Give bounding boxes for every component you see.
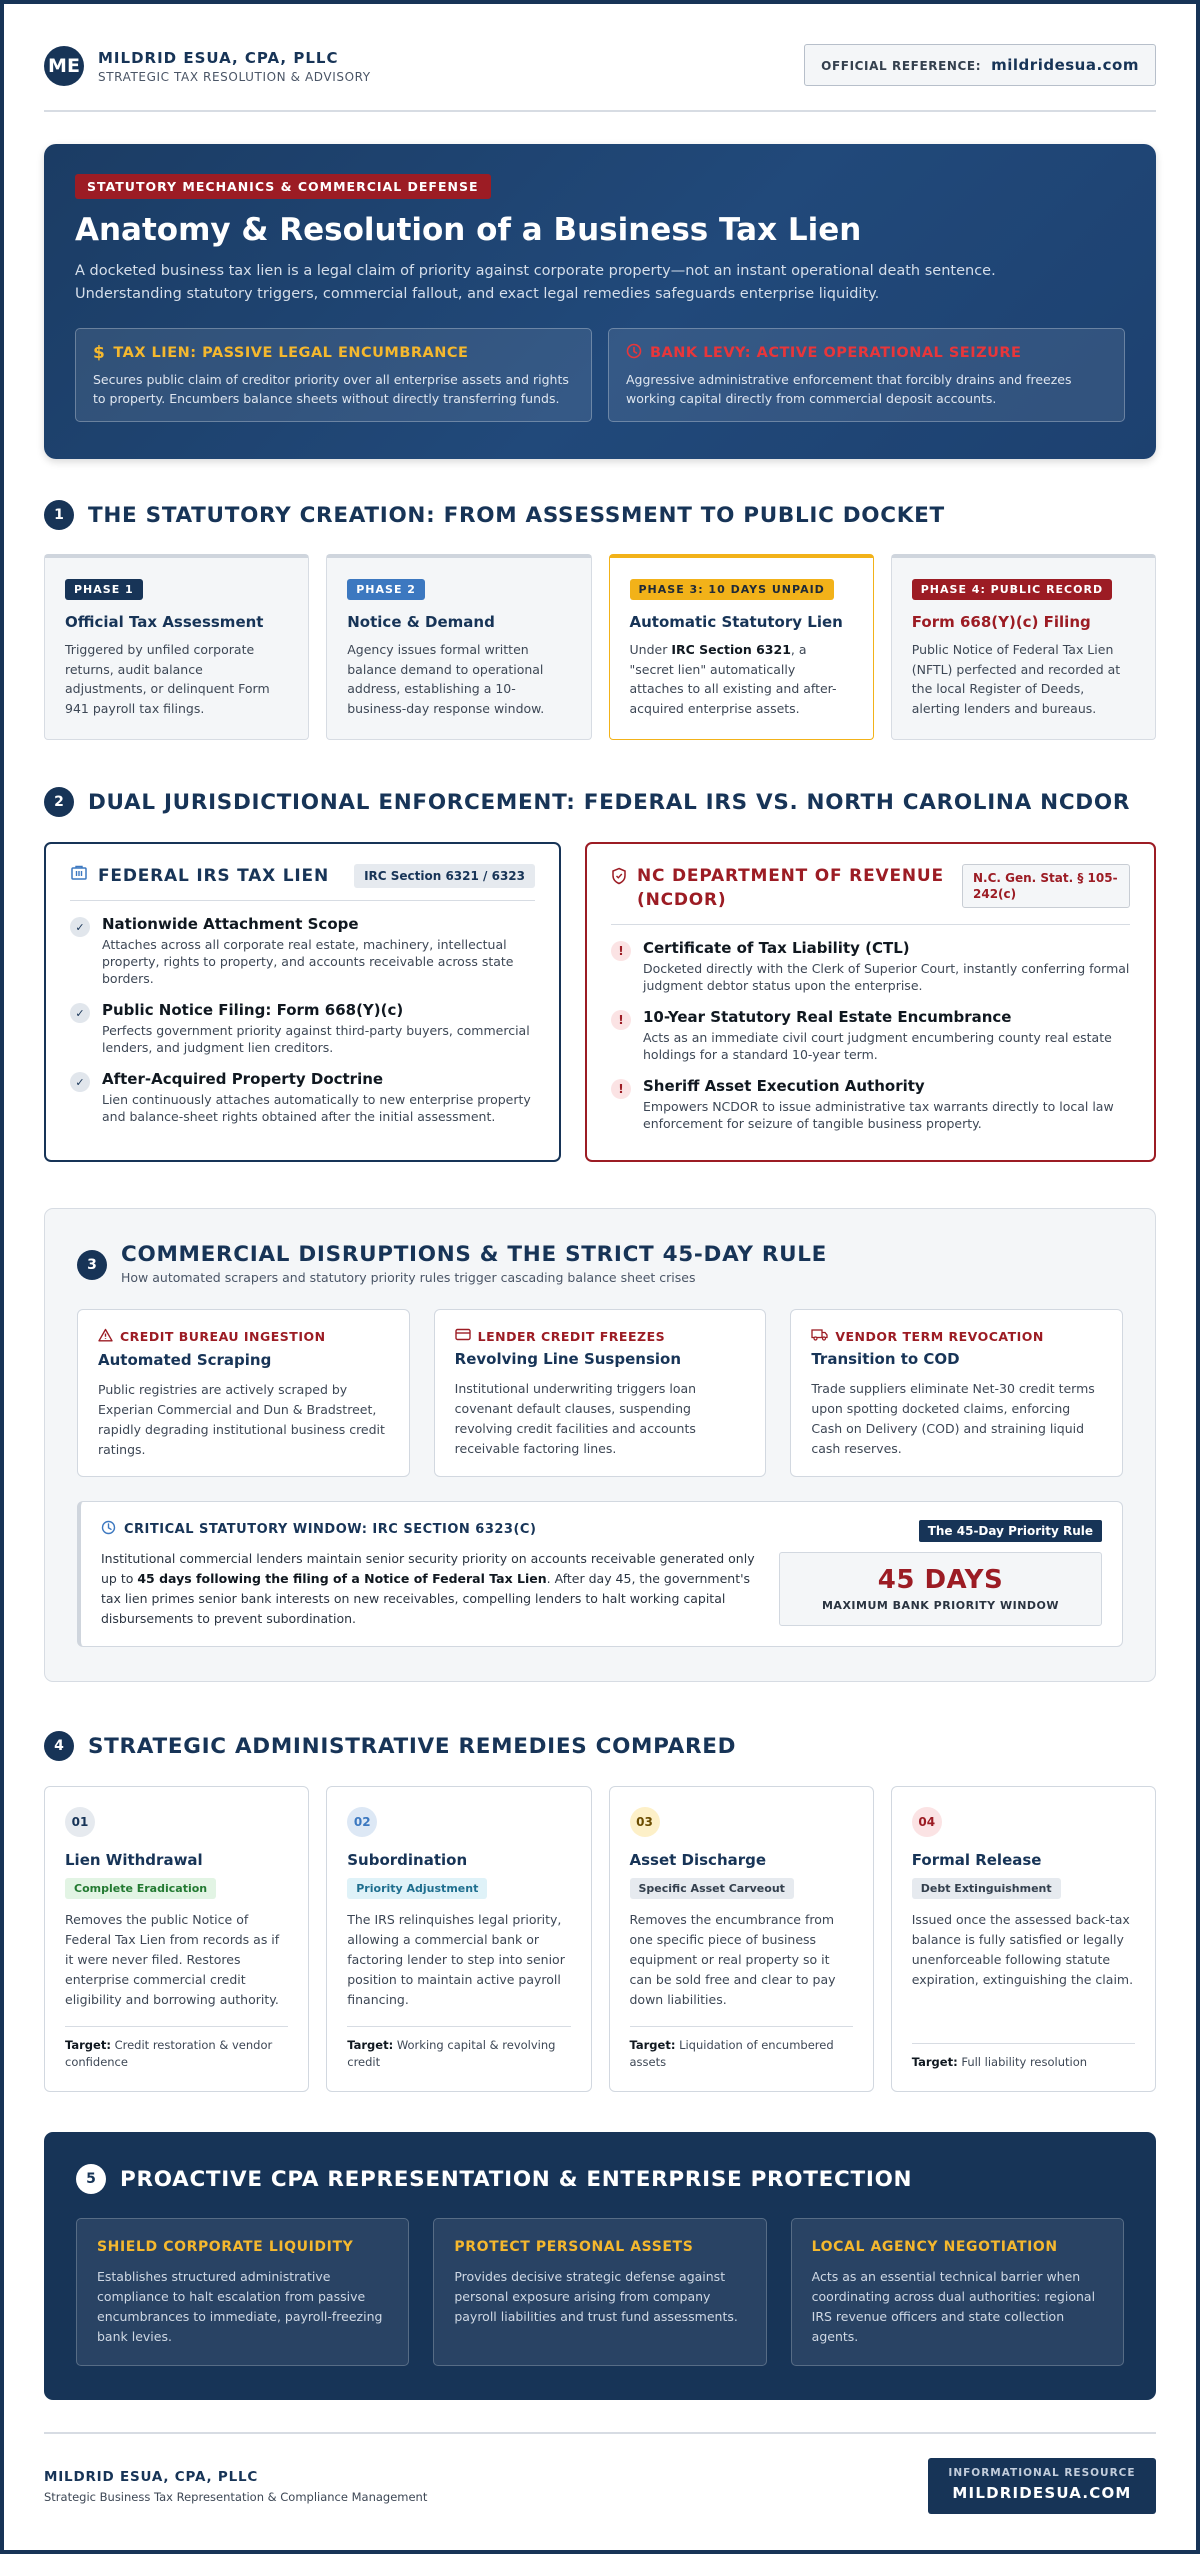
phase-desc: Public Notice of Federal Tax Lien (NFTL) perfected and recorded at the local Register of Deeds, alerting lenders and bureaus. [911,642,1121,716]
remedy-tag: Specific Asset Carveout [630,1878,794,1899]
hero-card-title: TAX LIEN: PASSIVE LEGAL ENCUMBRANCE [113,345,469,361]
alert-icon: ! [611,941,631,961]
remedy-number: 03 [630,1807,660,1837]
nc-ncdor-card [585,842,1156,1162]
irc-6321-highlight: IRC Section 6321 [671,642,791,657]
phase-desc: Agency issues formal written balance demand to operational address, establishing a 10-business-day response window. [347,642,545,716]
section-number: 4 [44,1731,74,1761]
list-item: ✓ Public Notice Filing: Form 668(Y)(c) Perfects government priority against third-party buyers, commercial lenders, and judgment lien creditors. [70,1001,535,1056]
hero-description: A docketed business tax lien is a legal claim of priority against corporate property—not an instant operational death sentence. Understanding statutory triggers, commercial fallout, and exact legal remedies safeguards enterprise liquidity. [75,263,996,302]
footer-box-label: INFORMATIONAL RESOURCE [948,2467,1136,2479]
protection-cards [76,2218,1124,2366]
phase-title: Official Tax Assessment [65,613,264,631]
hero-card-desc: Secures public claim of creditor priority over all enterprise assets and rights to property. Encumbers balance sheets without directly transferring funds. [93,372,569,406]
alert-icon: ! [611,1010,631,1030]
remedy-number: 04 [912,1807,942,1837]
window-title: CRITICAL STATUTORY WINDOW: IRC SECTION 6323(C) [124,1522,537,1537]
phase-card-4 [891,554,1156,740]
hero-cards [75,328,1125,422]
phase-title: Automatic Statutory Lien [629,613,843,631]
phase-tag: PHASE 3: 10 DAYS UNPAID [630,579,834,600]
hero-card-tax-lien [75,328,592,422]
section-title: THE STATUTORY CREATION: FROM ASSESSMENT TO PUBLIC DOCKET [88,502,945,528]
section-3-panel [44,1208,1156,1682]
header [44,44,1156,114]
section-title: PROACTIVE CPA REPRESENTATION & ENTERPRISE PROTECTION [120,2166,913,2192]
window-desc: Institutional commercial lenders maintain senior security priority on accounts receivable generated only up to 45 days following the filing of a Notice of Federal Tax Lien. After day 45, the government's tax lien primes senior bank interests on new receivables, compelling lenders to halt working capital disbursements to prevent subordination. [101,1551,755,1626]
phase-desc: Triggered by unfiled corporate returns, audit balance adjustments, or delinquent Form 941 payroll tax filings. [65,642,270,716]
list-item: ! 10-Year Statutory Real Estate Encumbrance Acts as an immediate civil court judgment encumbering county real estate holdings for a standard 10-year term. [611,1008,1130,1063]
check-icon: ✓ [70,1003,90,1023]
disruption-card: LENDER CREDIT FREEZES Revolving Line Suspension Institutional underwriting triggers loan covenant default clauses, suspending revolving credit facilities and accounts receivable factoring lines. [434,1309,767,1477]
remedy-card: 02 Subordination Priority Adjustment The IRS relinquishes legal priority, allowing a commercial bank or factoring lender to step into senior position to maintain active payroll financing. Target: Working capital & revolving credit [326,1786,591,2092]
section-title: DUAL JURISDICTIONAL ENFORCEMENT: FEDERAL IRS VS. NORTH CAROLINA NCDOR [88,789,1131,815]
remedy-number: 01 [65,1807,95,1837]
protection-card: SHIELD CORPORATE LIQUIDITY Establishes structured administrative compliance to halt escalation from passive encumbrances to immediate, payroll-freezing bank levies. [76,2218,409,2366]
remedy-cards [44,1786,1156,2092]
jurisdiction-cards [44,842,1156,1162]
firm-tagline: STRATEGIC TAX RESOLUTION & ADVISORY [98,69,371,84]
section-2-heading [44,787,1156,817]
protection-card: PROTECT PERSONAL ASSETS Provides decisive strategic defense against personal exposure arising from company payroll liabilities and trust fund assessments. [433,2218,766,2366]
phase-card-2 [326,554,591,740]
building-icon [70,864,88,887]
phase-desc: Under IRC Section 6321, a "secret lien" automatically attaches to all existing and after-acquired enterprise assets. [629,642,837,716]
footer-firm-name: MILDRID ESUA, CPA, PLLC [44,2468,259,2485]
protection-card: LOCAL AGENCY NEGOTIATION Acts as an essential technical barrier when coordinating across dual authorities: regional IRS revenue officers and state collection agents. [791,2218,1124,2366]
shield-icon [611,867,627,892]
remedy-card: 03 Asset Discharge Specific Asset Carveout Removes the encumbrance from one specific piece of business equipment or real property so it can be sold free and clear to pay down liabilities. Target: Liquidation of encumbered assets [609,1786,874,2092]
reference-label: OFFICIAL REFERENCE: [821,59,982,73]
phase-title: Notice & Demand [347,613,495,631]
clock-icon [101,1520,116,1539]
footer-divider [44,2432,1156,2434]
hero-card-desc: Aggressive administrative enforcement that forcibly drains and freezes working capital directly from commercial deposit accounts. [626,372,1072,406]
list-item: ✓ Nationwide Attachment Scope Attaches across all corporate real estate, machinery, intellectual property, rights to property, and accounts receivable across state borders. [70,915,535,987]
section-number: 2 [44,787,74,817]
remedy-target: Target: Working capital & revolving credit [347,2026,570,2071]
footer-website-link[interactable]: MILDRIDESUA.COM [952,2484,1132,2502]
page-title: Anatomy & Resolution of a Business Tax Lien [75,212,862,248]
header-divider [44,110,1156,112]
firm-name: MILDRID ESUA, CPA, PLLC [98,48,339,67]
section-number: 3 [77,1250,107,1280]
phase-tag: PHASE 2 [347,579,425,600]
disruption-card: VENDOR TERM REVOCATION Transition to COD Trade suppliers eliminate Net-30 credit terms upon spotting docketed claims, enforcing Cash on Delivery (COD) and straining liquid cash reserves. [790,1309,1123,1477]
hero-card-title: BANK LEVY: ACTIVE OPERATIONAL SEIZURE [650,345,1022,361]
section-1-heading [44,500,1156,530]
priority-rule-badge: The 45-Day Priority Rule [919,1520,1102,1542]
section-5-panel [44,2132,1156,2400]
disruption-card: CREDIT BUREAU INGESTION Automated Scraping Public registries are actively scraped by Experian Commercial and Dun & Bradstreet, rapidly degrading institutional business credit ratings. [77,1309,410,1477]
section-3-heading [77,1242,1123,1285]
phase-tag: PHASE 4: PUBLIC RECORD [912,579,1112,600]
footer-firm-sub: Strategic Business Tax Representation & Compliance Management [44,2489,428,2504]
hero-tag: STATUTORY MECHANICS & COMMERCIAL DEFENSE [75,174,491,199]
phase-title: Form 668(Y)(c) Filing [911,613,1091,631]
list-item: ! Sheriff Asset Execution Authority Empowers NCDOR to issue administrative tax warrants directly to local law enforcement for seizure of tangible business property. [611,1077,1130,1132]
remedy-tag: Priority Adjustment [347,1878,487,1899]
section-title: COMMERCIAL DISRUPTIONS & THE STRICT 45-DAY RULE [121,1242,828,1267]
alert-icon: ! [611,1079,631,1099]
credit-card-icon [455,1328,471,1344]
phase-card-1 [44,554,309,740]
hero-banner [44,144,1156,459]
statute-badge: N.C. Gen. Stat. § 105-242(c) [962,864,1130,908]
disruption-cards [77,1309,1123,1477]
section-number: 1 [44,500,74,530]
section-title: STRATEGIC ADMINISTRATIVE REMEDIES COMPARED [88,1733,737,1759]
check-icon: ✓ [70,1072,90,1092]
section-subtitle: How automated scrapers and statutory priority rules trigger cascading balance sheet crises [121,1270,696,1285]
hero-card-bank-levy [608,328,1125,422]
days-value: 45 DAYS [877,1565,1004,1595]
alert-clock-icon [626,343,642,363]
firm-logo: ME [44,46,84,86]
phase-tag: PHASE 1 [65,579,143,600]
official-reference [804,44,1156,86]
section-4-heading [44,1731,1156,1761]
remedy-number: 02 [347,1807,377,1837]
section-number: 5 [76,2164,106,2194]
statute-badge: IRC Section 6321 / 6323 [354,864,535,888]
brand [44,46,371,86]
remedy-tag: Debt Extinguishment [912,1878,1061,1899]
phase-cards [44,554,1156,740]
footer-resource-box[interactable] [928,2458,1156,2514]
remedy-target: Target: Credit restoration & vendor confidence [65,2026,288,2071]
truck-icon [811,1328,828,1344]
list-item: ✓ After-Acquired Property Doctrine Lien continuously attaches automatically to new enterprise property and balance-sheet rights obtained after the initial assessment. [70,1070,535,1125]
remedy-card: 01 Lien Withdrawal Complete Eradication Removes the public Notice of Federal Tax Lien from records as if it were never filed. Restores enterprise commercial credit eligibility and borrowing authority. Target: Credit restoration & vendor confidence [44,1786,309,2092]
list-item: ! Certificate of Tax Liability (CTL) Docketed directly with the Clerk of Superior Court, instantly conferring formal judgment debtor status upon the enterprise. [611,939,1130,994]
federal-irs-card [44,842,561,1162]
dollar-icon: $ [93,343,106,363]
check-icon: ✓ [70,917,90,937]
footer [44,2458,1156,2514]
statutory-window-callout [77,1501,1123,1647]
days-label: MAXIMUM BANK PRIORITY WINDOW [821,1599,1060,1612]
nc-card-title: NC DEPARTMENT OF REVENUE (NCDOR) [637,866,944,910]
remedy-target: Target: Full liability resolution [912,2043,1135,2071]
remedy-tag: Complete Eradication [65,1878,216,1899]
phase-card-3 [609,554,874,740]
federal-card-title: FEDERAL IRS TAX LIEN [98,865,329,886]
warning-triangle-icon [98,1328,113,1345]
reference-link[interactable]: mildridesua.com [991,56,1139,74]
days-callout [779,1552,1102,1626]
remedy-card: 04 Formal Release Debt Extinguishment Issued once the assessed back-tax balance is fully satisfied or legally unenforceable following statute expiration, extinguishing the claim. Target: Full liability resolution [891,1786,1156,2092]
section-5-heading [76,2164,1124,2194]
remedy-target: Target: Liquidation of encumbered assets [630,2026,853,2071]
